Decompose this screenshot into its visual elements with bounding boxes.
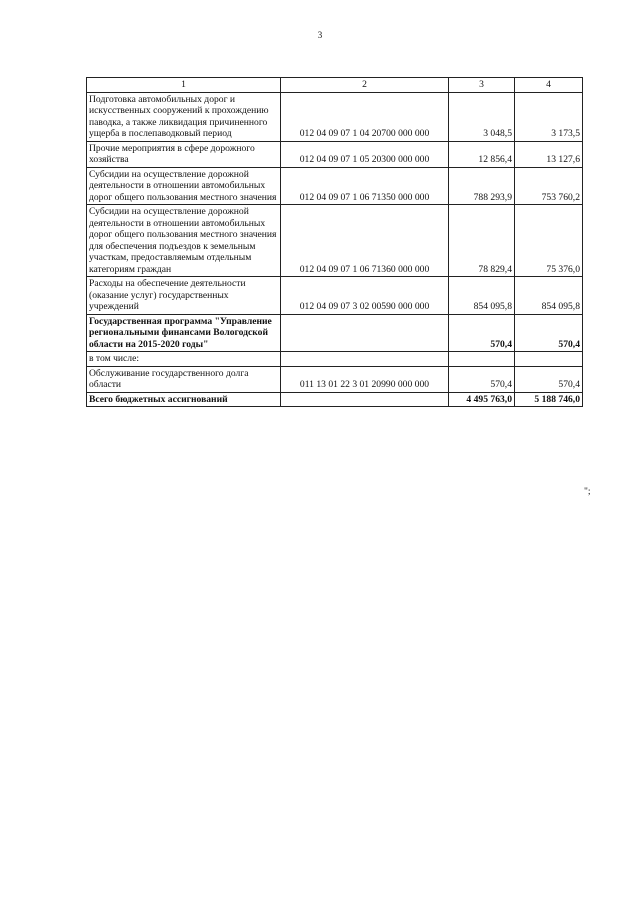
table-body (87, 92, 583, 407)
row-value-1: 3 048,5 (449, 92, 515, 141)
column-header-1: 1 (87, 78, 281, 93)
row-name: Государственная программа "Управление региональными финансами Вологодской области на 2015-2020 годы" (87, 314, 281, 352)
row-value-1: 570,4 (449, 314, 515, 352)
table-row-total (87, 392, 583, 407)
column-header-3: 3 (449, 78, 515, 93)
row-code (281, 392, 449, 407)
row-code: 011 13 01 22 3 01 20990 000 000 (281, 366, 449, 392)
table-row (87, 92, 583, 141)
table-row (87, 352, 583, 367)
table-row (87, 277, 583, 315)
row-code: 012 04 09 07 1 06 71350 000 000 (281, 167, 449, 205)
row-code (281, 314, 449, 352)
table-row (87, 167, 583, 205)
row-code: 012 04 09 07 1 06 71360 000 000 (281, 205, 449, 277)
row-code: 012 04 09 07 3 02 00590 000 000 (281, 277, 449, 315)
row-value-2 (515, 352, 583, 367)
row-value-1: 788 293,9 (449, 167, 515, 205)
row-name: Подготовка автомобильных дорог и искусственных сооружений к прохождению паводка, а также ликвидация причиненного ущерба в послепаводковый период (87, 92, 281, 141)
row-value-2: 75 376,0 (515, 205, 583, 277)
row-value-1 (449, 352, 515, 367)
row-value-1: 854 095,8 (449, 277, 515, 315)
row-value-1: 12 856,4 (449, 141, 515, 167)
budget-table (86, 77, 583, 407)
row-value-1: 570,4 (449, 366, 515, 392)
row-value-2: 570,4 (515, 314, 583, 352)
row-code (281, 352, 449, 367)
table-header-row (87, 78, 583, 93)
row-value-2: 5 188 746,0 (515, 392, 583, 407)
row-name: Прочие мероприятия в сфере дорожного хозяйства (87, 141, 281, 167)
table-row (87, 205, 583, 277)
closing-quote: "; (584, 486, 591, 497)
table-row (87, 366, 583, 392)
table-row (87, 141, 583, 167)
row-name: Всего бюджетных ассигнований (87, 392, 281, 407)
row-value-2: 13 127,6 (515, 141, 583, 167)
row-value-2: 570,4 (515, 366, 583, 392)
row-code: 012 04 09 07 1 04 20700 000 000 (281, 92, 449, 141)
row-value-1: 78 829,4 (449, 205, 515, 277)
row-name: Расходы на обеспечение деятельности (оказание услуг) государственных учреждений (87, 277, 281, 315)
page-number: 3 (317, 30, 323, 40)
row-name: Субсидии на осуществление дорожной деятельности в отношении автомобильных дорог общего пользования местного значения для обеспечения подъездов к земельным участкам, предоставляемым отдельным категориям граждан (87, 205, 281, 277)
row-value-2: 3 173,5 (515, 92, 583, 141)
row-name: Обслуживание государственного долга области (87, 366, 281, 392)
row-value-2: 753 760,2 (515, 167, 583, 205)
table-row-program (87, 314, 583, 352)
row-value-2: 854 095,8 (515, 277, 583, 315)
row-name: Субсидии на осуществление дорожной деятельности в отношении автомобильных дорог общего пользования местного значения (87, 167, 281, 205)
row-code: 012 04 09 07 1 05 20300 000 000 (281, 141, 449, 167)
column-header-4: 4 (515, 78, 583, 93)
row-value-1: 4 495 763,0 (449, 392, 515, 407)
column-header-2: 2 (281, 78, 449, 93)
row-name: в том числе: (87, 352, 281, 367)
